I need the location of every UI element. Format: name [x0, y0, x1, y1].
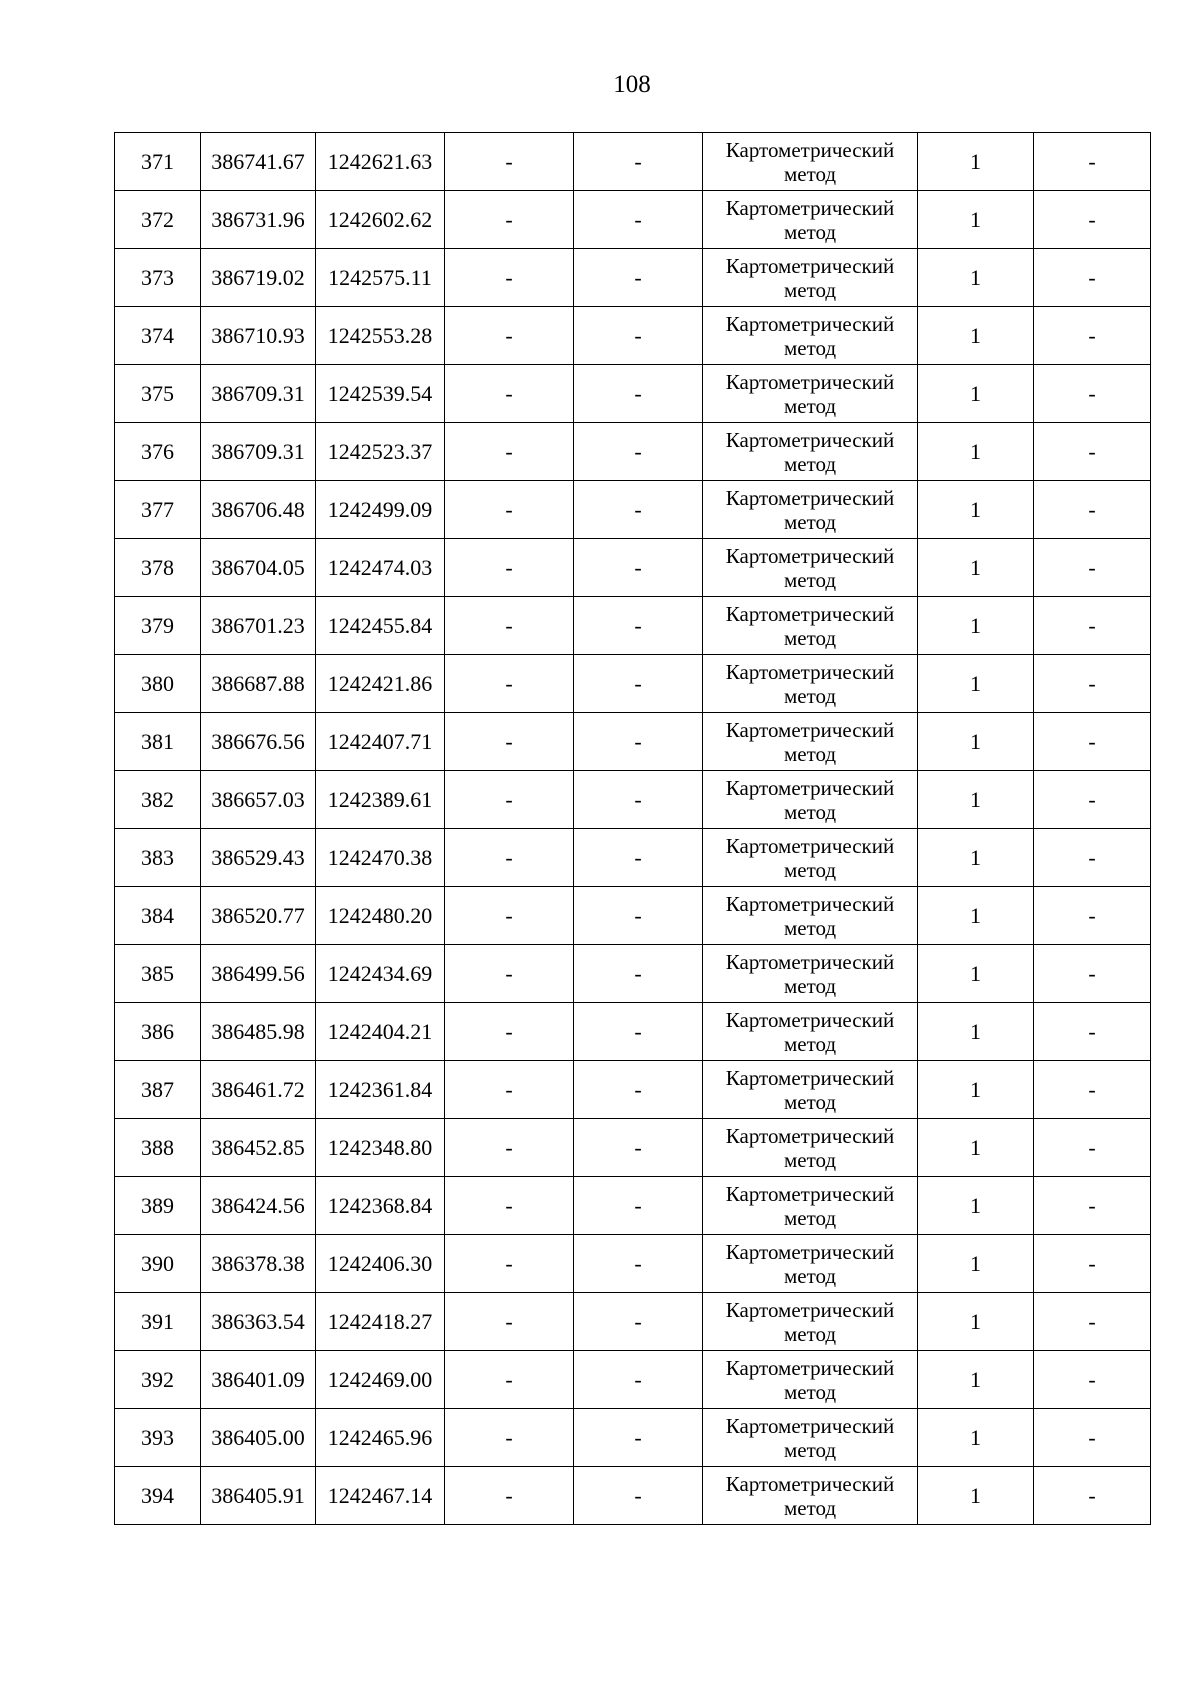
method-cell	[703, 945, 918, 1003]
x-coordinate-cell: 386709.31	[201, 423, 316, 481]
column-4-cell: -	[445, 539, 574, 597]
y-coordinate-cell: 1242389.61	[316, 771, 445, 829]
point-number-cell: 380	[115, 655, 201, 713]
point-number-cell: 385	[115, 945, 201, 1003]
column-5-cell: -	[574, 1409, 703, 1467]
column-5-cell: -	[574, 365, 703, 423]
method-cell	[703, 481, 918, 539]
column-5-cell: -	[574, 249, 703, 307]
column-4-cell: -	[445, 597, 574, 655]
method-line-2: метод	[783, 451, 837, 476]
y-coordinate-cell: 1242523.37	[316, 423, 445, 481]
accuracy-cell: 1	[918, 249, 1034, 307]
table-row	[115, 1409, 1151, 1467]
method-line-2: метод	[783, 161, 837, 186]
y-coordinate-cell: 1242361.84	[316, 1061, 445, 1119]
column-4-cell: -	[445, 771, 574, 829]
method-cell	[703, 1177, 918, 1235]
method-line-1: Картометрический	[725, 659, 895, 684]
column-4-cell: -	[445, 1409, 574, 1467]
method-line-1: Картометрический	[725, 1471, 895, 1496]
point-number-cell: 390	[115, 1235, 201, 1293]
x-coordinate-cell: 386709.31	[201, 365, 316, 423]
method-line-2: метод	[783, 1379, 837, 1404]
method-line-1: Картометрический	[725, 485, 895, 510]
column-5-cell: -	[574, 1293, 703, 1351]
point-number-cell: 378	[115, 539, 201, 597]
x-coordinate-cell: 386405.91	[201, 1467, 316, 1525]
x-coordinate-cell: 386529.43	[201, 829, 316, 887]
method-line-2: метод	[783, 973, 837, 998]
column-5-cell: -	[574, 829, 703, 887]
method-line-2: метод	[783, 1147, 837, 1172]
y-coordinate-cell: 1242418.27	[316, 1293, 445, 1351]
method-cell	[703, 887, 918, 945]
method-line-2: метод	[783, 567, 837, 592]
x-coordinate-cell: 386424.56	[201, 1177, 316, 1235]
point-number-cell: 377	[115, 481, 201, 539]
column-8-cell: -	[1034, 945, 1151, 1003]
column-4-cell: -	[445, 249, 574, 307]
point-number-cell: 375	[115, 365, 201, 423]
method-line-1: Картометрический	[725, 253, 895, 278]
method-line-2: метод	[783, 1205, 837, 1230]
method-line-2: метод	[783, 915, 837, 940]
column-5-cell: -	[574, 307, 703, 365]
column-8-cell: -	[1034, 1235, 1151, 1293]
method-line-2: метод	[783, 393, 837, 418]
column-8-cell: -	[1034, 1467, 1151, 1525]
column-8-cell: -	[1034, 771, 1151, 829]
accuracy-cell: 1	[918, 423, 1034, 481]
method-line-2: метод	[783, 625, 837, 650]
method-cell	[703, 133, 918, 191]
x-coordinate-cell: 386731.96	[201, 191, 316, 249]
x-coordinate-cell: 386710.93	[201, 307, 316, 365]
y-coordinate-cell: 1242474.03	[316, 539, 445, 597]
column-5-cell: -	[574, 597, 703, 655]
column-8-cell: -	[1034, 539, 1151, 597]
method-line-2: метод	[783, 741, 837, 766]
accuracy-cell: 1	[918, 1003, 1034, 1061]
x-coordinate-cell: 386461.72	[201, 1061, 316, 1119]
column-8-cell: -	[1034, 365, 1151, 423]
x-coordinate-cell: 386401.09	[201, 1351, 316, 1409]
column-8-cell: -	[1034, 597, 1151, 655]
method-line-2: метод	[783, 1263, 837, 1288]
method-cell	[703, 307, 918, 365]
column-4-cell: -	[445, 1061, 574, 1119]
accuracy-cell: 1	[918, 1235, 1034, 1293]
column-4-cell: -	[445, 945, 574, 1003]
point-number-cell: 376	[115, 423, 201, 481]
point-number-cell: 371	[115, 133, 201, 191]
accuracy-cell: 1	[918, 829, 1034, 887]
method-line-1: Картометрический	[725, 1123, 895, 1148]
column-4-cell: -	[445, 423, 574, 481]
x-coordinate-cell: 386405.00	[201, 1409, 316, 1467]
method-line-2: метод	[783, 1031, 837, 1056]
point-number-cell: 392	[115, 1351, 201, 1409]
point-number-cell: 372	[115, 191, 201, 249]
column-5-cell: -	[574, 539, 703, 597]
table-row	[115, 1351, 1151, 1409]
method-line-1: Картометрический	[725, 1181, 895, 1206]
accuracy-cell: 1	[918, 597, 1034, 655]
point-number-cell: 383	[115, 829, 201, 887]
accuracy-cell: 1	[918, 655, 1034, 713]
method-line-1: Картометрический	[725, 891, 895, 916]
column-4-cell: -	[445, 1467, 574, 1525]
method-cell	[703, 423, 918, 481]
column-8-cell: -	[1034, 1293, 1151, 1351]
column-5-cell: -	[574, 713, 703, 771]
column-5-cell: -	[574, 423, 703, 481]
column-4-cell: -	[445, 1293, 574, 1351]
column-4-cell: -	[445, 307, 574, 365]
accuracy-cell: 1	[918, 945, 1034, 1003]
column-8-cell: -	[1034, 423, 1151, 481]
point-number-cell: 381	[115, 713, 201, 771]
column-5-cell: -	[574, 655, 703, 713]
point-number-cell: 373	[115, 249, 201, 307]
method-line-2: метод	[783, 1321, 837, 1346]
method-line-1: Картометрический	[725, 1239, 895, 1264]
table-row	[115, 1177, 1151, 1235]
method-line-1: Картометрический	[725, 195, 895, 220]
column-4-cell: -	[445, 1235, 574, 1293]
method-line-1: Картометрический	[725, 1297, 895, 1322]
table-row	[115, 887, 1151, 945]
table-row	[115, 655, 1151, 713]
method-cell	[703, 1351, 918, 1409]
table-body	[115, 133, 1151, 1525]
accuracy-cell: 1	[918, 1177, 1034, 1235]
x-coordinate-cell: 386687.88	[201, 655, 316, 713]
column-5-cell: -	[574, 133, 703, 191]
column-8-cell: -	[1034, 1409, 1151, 1467]
method-line-2: метод	[783, 683, 837, 708]
y-coordinate-cell: 1242368.84	[316, 1177, 445, 1235]
method-cell	[703, 249, 918, 307]
column-4-cell: -	[445, 133, 574, 191]
column-4-cell: -	[445, 1351, 574, 1409]
method-cell	[703, 539, 918, 597]
y-coordinate-cell: 1242621.63	[316, 133, 445, 191]
y-coordinate-cell: 1242469.00	[316, 1351, 445, 1409]
point-number-cell: 389	[115, 1177, 201, 1235]
method-line-1: Картометрический	[725, 601, 895, 626]
method-line-2: метод	[783, 335, 837, 360]
column-5-cell: -	[574, 1235, 703, 1293]
x-coordinate-cell: 386676.56	[201, 713, 316, 771]
x-coordinate-cell: 386520.77	[201, 887, 316, 945]
point-number-cell: 394	[115, 1467, 201, 1525]
method-cell	[703, 1467, 918, 1525]
x-coordinate-cell: 386363.54	[201, 1293, 316, 1351]
table-row	[115, 945, 1151, 1003]
point-number-cell: 382	[115, 771, 201, 829]
method-line-1: Картометрический	[725, 543, 895, 568]
column-5-cell: -	[574, 1351, 703, 1409]
table-row	[115, 133, 1151, 191]
column-4-cell: -	[445, 1177, 574, 1235]
method-cell	[703, 597, 918, 655]
y-coordinate-cell: 1242539.54	[316, 365, 445, 423]
method-cell	[703, 1003, 918, 1061]
method-cell	[703, 1409, 918, 1467]
point-number-cell: 393	[115, 1409, 201, 1467]
y-coordinate-cell: 1242467.14	[316, 1467, 445, 1525]
x-coordinate-cell: 386701.23	[201, 597, 316, 655]
column-8-cell: -	[1034, 1177, 1151, 1235]
column-8-cell: -	[1034, 481, 1151, 539]
column-5-cell: -	[574, 945, 703, 1003]
method-cell	[703, 713, 918, 771]
column-4-cell: -	[445, 1119, 574, 1177]
accuracy-cell: 1	[918, 365, 1034, 423]
column-8-cell: -	[1034, 887, 1151, 945]
accuracy-cell: 1	[918, 1351, 1034, 1409]
column-5-cell: -	[574, 191, 703, 249]
x-coordinate-cell: 386452.85	[201, 1119, 316, 1177]
accuracy-cell: 1	[918, 191, 1034, 249]
table-row	[115, 307, 1151, 365]
column-8-cell: -	[1034, 713, 1151, 771]
y-coordinate-cell: 1242553.28	[316, 307, 445, 365]
table-row	[115, 1467, 1151, 1525]
table-row	[115, 481, 1151, 539]
table-row	[115, 597, 1151, 655]
point-number-cell: 379	[115, 597, 201, 655]
column-5-cell: -	[574, 481, 703, 539]
method-cell	[703, 1235, 918, 1293]
table-row	[115, 1235, 1151, 1293]
accuracy-cell: 1	[918, 1061, 1034, 1119]
table-row	[115, 423, 1151, 481]
column-8-cell: -	[1034, 1351, 1151, 1409]
column-5-cell: -	[574, 1003, 703, 1061]
column-5-cell: -	[574, 887, 703, 945]
x-coordinate-cell: 386378.38	[201, 1235, 316, 1293]
point-number-cell: 387	[115, 1061, 201, 1119]
y-coordinate-cell: 1242406.30	[316, 1235, 445, 1293]
method-cell	[703, 655, 918, 713]
point-number-cell: 386	[115, 1003, 201, 1061]
method-cell	[703, 771, 918, 829]
method-line-1: Картометрический	[725, 1355, 895, 1380]
column-5-cell: -	[574, 1061, 703, 1119]
column-5-cell: -	[574, 771, 703, 829]
method-cell	[703, 829, 918, 887]
method-line-2: метод	[783, 857, 837, 882]
table-row	[115, 539, 1151, 597]
accuracy-cell: 1	[918, 713, 1034, 771]
x-coordinate-cell: 386719.02	[201, 249, 316, 307]
table-row	[115, 1003, 1151, 1061]
table-row	[115, 713, 1151, 771]
column-4-cell: -	[445, 829, 574, 887]
method-line-1: Картометрический	[725, 833, 895, 858]
column-4-cell: -	[445, 887, 574, 945]
table-row	[115, 1061, 1151, 1119]
column-4-cell: -	[445, 713, 574, 771]
column-5-cell: -	[574, 1177, 703, 1235]
y-coordinate-cell: 1242575.11	[316, 249, 445, 307]
table-row	[115, 829, 1151, 887]
column-5-cell: -	[574, 1119, 703, 1177]
accuracy-cell: 1	[918, 1293, 1034, 1351]
x-coordinate-cell: 386706.48	[201, 481, 316, 539]
method-line-1: Картометрический	[725, 1065, 895, 1090]
table-row	[115, 1119, 1151, 1177]
point-number-cell: 391	[115, 1293, 201, 1351]
y-coordinate-cell: 1242404.21	[316, 1003, 445, 1061]
method-line-1: Картометрический	[725, 427, 895, 452]
method-line-2: метод	[783, 799, 837, 824]
y-coordinate-cell: 1242434.69	[316, 945, 445, 1003]
point-number-cell: 388	[115, 1119, 201, 1177]
x-coordinate-cell: 386704.05	[201, 539, 316, 597]
y-coordinate-cell: 1242470.38	[316, 829, 445, 887]
method-cell	[703, 365, 918, 423]
y-coordinate-cell: 1242421.86	[316, 655, 445, 713]
accuracy-cell: 1	[918, 481, 1034, 539]
column-4-cell: -	[445, 481, 574, 539]
table-row	[115, 191, 1151, 249]
method-line-1: Картометрический	[725, 1413, 895, 1438]
method-line-2: метод	[783, 509, 837, 534]
method-cell	[703, 1119, 918, 1177]
y-coordinate-cell: 1242465.96	[316, 1409, 445, 1467]
column-8-cell: -	[1034, 307, 1151, 365]
accuracy-cell: 1	[918, 307, 1034, 365]
method-cell	[703, 191, 918, 249]
y-coordinate-cell: 1242480.20	[316, 887, 445, 945]
column-8-cell: -	[1034, 829, 1151, 887]
x-coordinate-cell: 386741.67	[201, 133, 316, 191]
method-line-1: Картометрический	[725, 311, 895, 336]
method-line-2: метод	[783, 1437, 837, 1462]
column-8-cell: -	[1034, 1003, 1151, 1061]
method-line-2: метод	[783, 219, 837, 244]
column-4-cell: -	[445, 191, 574, 249]
column-4-cell: -	[445, 365, 574, 423]
column-4-cell: -	[445, 1003, 574, 1061]
method-cell	[703, 1061, 918, 1119]
accuracy-cell: 1	[918, 133, 1034, 191]
table-row	[115, 249, 1151, 307]
accuracy-cell: 1	[918, 539, 1034, 597]
method-line-1: Картометрический	[725, 137, 895, 162]
y-coordinate-cell: 1242602.62	[316, 191, 445, 249]
table-row	[115, 365, 1151, 423]
y-coordinate-cell: 1242499.09	[316, 481, 445, 539]
column-8-cell: -	[1034, 1119, 1151, 1177]
x-coordinate-cell: 386657.03	[201, 771, 316, 829]
x-coordinate-cell: 386485.98	[201, 1003, 316, 1061]
table-row	[115, 1293, 1151, 1351]
point-number-cell: 374	[115, 307, 201, 365]
accuracy-cell: 1	[918, 1119, 1034, 1177]
method-line-2: метод	[783, 1089, 837, 1114]
accuracy-cell: 1	[918, 1409, 1034, 1467]
coordinates-table	[114, 132, 1151, 1525]
x-coordinate-cell: 386499.56	[201, 945, 316, 1003]
point-number-cell: 384	[115, 887, 201, 945]
y-coordinate-cell: 1242348.80	[316, 1119, 445, 1177]
accuracy-cell: 1	[918, 1467, 1034, 1525]
y-coordinate-cell: 1242455.84	[316, 597, 445, 655]
column-5-cell: -	[574, 1467, 703, 1525]
method-cell	[703, 1293, 918, 1351]
column-8-cell: -	[1034, 655, 1151, 713]
page-number: 108	[613, 71, 651, 98]
accuracy-cell: 1	[918, 887, 1034, 945]
method-line-2: метод	[783, 277, 837, 302]
y-coordinate-cell: 1242407.71	[316, 713, 445, 771]
column-8-cell: -	[1034, 191, 1151, 249]
table-row	[115, 771, 1151, 829]
column-8-cell: -	[1034, 133, 1151, 191]
method-line-2: метод	[783, 1495, 837, 1520]
column-8-cell: -	[1034, 1061, 1151, 1119]
method-line-1: Картометрический	[725, 775, 895, 800]
method-line-1: Картометрический	[725, 369, 895, 394]
method-line-1: Картометрический	[725, 717, 895, 742]
column-4-cell: -	[445, 655, 574, 713]
method-line-1: Картометрический	[725, 1007, 895, 1032]
method-line-1: Картометрический	[725, 949, 895, 974]
accuracy-cell: 1	[918, 771, 1034, 829]
column-8-cell: -	[1034, 249, 1151, 307]
